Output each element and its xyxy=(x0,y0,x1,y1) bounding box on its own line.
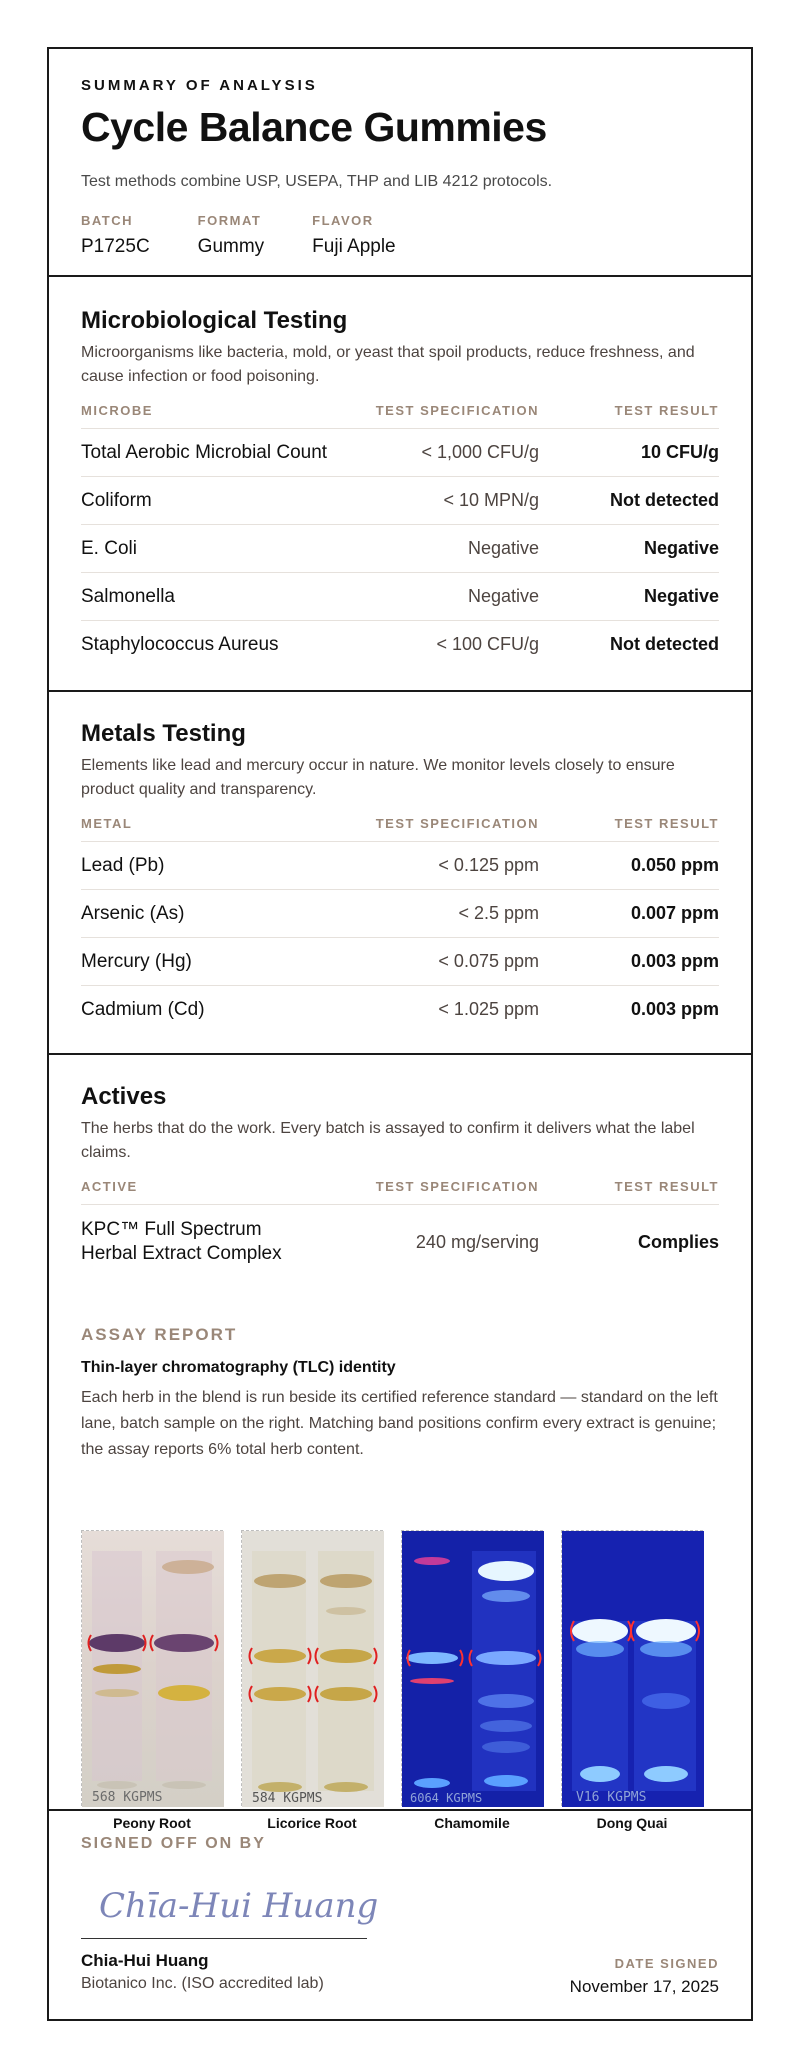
signature-text: Chīa-Hui Huang xyxy=(99,1886,379,1926)
row-name: Total Aerobic Microbial Count xyxy=(81,441,328,463)
eyebrow: SUMMARY OF ANALYSIS xyxy=(81,77,318,94)
table-header xyxy=(81,816,719,842)
row-spec: < 0.125 ppm xyxy=(438,855,539,875)
row-spec: < 2.5 ppm xyxy=(458,903,539,923)
row-result: 0.050 ppm xyxy=(630,855,719,875)
signoff-label: SIGNED OFF ON BY xyxy=(81,1835,266,1852)
row-name: Arsenic (As) xyxy=(81,902,185,924)
meta-batch xyxy=(81,213,150,258)
table-header xyxy=(81,1179,719,1205)
col-header: TEST SPECIFICATION xyxy=(375,816,539,831)
assay-label: ASSAY REPORT xyxy=(81,1325,238,1344)
table-row xyxy=(81,842,719,890)
plate-caption: Licorice Root xyxy=(267,1815,357,1831)
row-spec: 240 mg/serving xyxy=(415,1231,539,1252)
meta-format xyxy=(198,213,265,258)
row-result: Complies xyxy=(637,1231,719,1252)
plate-text: 568 KGPMS xyxy=(92,1790,163,1805)
intro-text: Test methods combine USP, USEPA, THP and LIB 4212 protocols. xyxy=(81,173,553,190)
table-row xyxy=(81,525,719,573)
row-spec: < 10 MPN/g xyxy=(443,490,539,510)
row-name: Salmonella xyxy=(81,585,175,607)
col-header: ACTIVE xyxy=(81,1179,138,1194)
divider xyxy=(49,275,751,277)
actives-section xyxy=(49,1083,751,1279)
section-desc: The herbs that do the work. Every batch is assayed to confirm it delivers what the label claims. xyxy=(81,1120,695,1161)
row-spec: Negative xyxy=(467,586,539,606)
row-name: Coliform xyxy=(81,489,152,511)
table-row xyxy=(81,986,719,1033)
plate-caption: Peony Root xyxy=(113,1815,191,1831)
meta-value: Fuji Apple xyxy=(312,236,396,257)
col-header: TEST RESULT xyxy=(614,403,719,418)
section-title: Metals Testing xyxy=(81,720,246,747)
micro-section xyxy=(49,307,751,668)
row-name: Staphylococcus Aureus xyxy=(81,633,279,655)
assay-title: Thin-layer chromatography (TLC) identity xyxy=(81,1359,396,1376)
assay-section xyxy=(49,1325,751,1463)
section-desc: Microorganisms like bacteria, mold, or yeast that spoil products, reduce freshness, and cause infection or food poisoning. xyxy=(81,344,695,385)
meta-label: BATCH xyxy=(81,213,134,228)
table-row xyxy=(81,621,719,668)
date-label: DATE SIGNED xyxy=(614,1956,719,1971)
row-result: 0.003 ppm xyxy=(630,999,719,1019)
signer-block xyxy=(81,1951,324,1993)
row-spec: < 0.075 ppm xyxy=(438,951,539,971)
section-title: Actives xyxy=(81,1083,167,1110)
header-section xyxy=(49,77,751,258)
plate-caption: Dong Quai xyxy=(596,1815,668,1831)
table-row xyxy=(81,477,719,525)
page-title: Cycle Balance Gummies xyxy=(81,104,547,150)
row-spec: < 100 CFU/g xyxy=(436,634,539,654)
table-row xyxy=(81,573,719,621)
plate-text: 584 KGPMS xyxy=(252,1791,323,1806)
plate-caption: Chamomile xyxy=(434,1815,510,1831)
row-result: 0.007 ppm xyxy=(630,903,719,923)
signature-line xyxy=(81,1938,367,1939)
tlc-plate-licorice xyxy=(241,1530,383,1806)
divider xyxy=(49,1053,751,1055)
row-spec: Negative xyxy=(467,538,539,558)
table-row xyxy=(81,1205,719,1279)
table-row xyxy=(81,890,719,938)
table-row xyxy=(81,938,719,986)
row-name: KPC™ Full Spectrum Herbal Extract Complex xyxy=(81,1219,282,1264)
metals-section xyxy=(49,720,751,1033)
tlc-plate-peony xyxy=(81,1530,223,1806)
col-header: TEST RESULT xyxy=(614,816,719,831)
section-desc: Elements like lead and mercury occur in nature. We monitor levels closely to ensure product quality and transparency. xyxy=(81,757,675,798)
row-result: Negative xyxy=(643,586,719,606)
tlc-plate-dong-quai xyxy=(561,1530,703,1806)
table-header xyxy=(81,403,719,429)
col-header: METAL xyxy=(81,816,133,831)
date-value: November 17, 2025 xyxy=(569,1977,719,1996)
plate-text: 6064 KGPMS xyxy=(410,1791,483,1805)
meta-row xyxy=(81,213,719,258)
plate-text: V16 KGPMS xyxy=(576,1790,647,1805)
divider xyxy=(49,690,751,692)
col-header: TEST SPECIFICATION xyxy=(375,403,539,418)
tlc-plate-chamomile xyxy=(401,1530,543,1806)
meta-label: FORMAT xyxy=(197,213,262,228)
row-result: Negative xyxy=(643,538,719,558)
row-result: 10 CFU/g xyxy=(640,442,719,462)
col-header: TEST RESULT xyxy=(614,1179,719,1194)
signer-name: Chia-Hui Huang xyxy=(81,1951,209,1970)
signature xyxy=(99,1869,379,1944)
assay-desc: Each herb in the blend is run beside its certified reference standard — standard on the left lane, batch sample on the right. Matching band positions confirm every extract is genuine; the assay reports 6% total herb content. xyxy=(81,1389,718,1458)
section-title: Microbiological Testing xyxy=(81,307,348,334)
row-result: Not detected xyxy=(609,634,719,654)
signer-org: Biotanico Inc. (ISO accredited lab) xyxy=(81,1975,324,1992)
row-spec: < 1.025 ppm xyxy=(438,999,539,1019)
meta-value: P1725C xyxy=(81,236,150,257)
col-header: TEST SPECIFICATION xyxy=(375,1179,539,1194)
row-result: Not detected xyxy=(609,490,719,510)
signoff-section xyxy=(49,1835,751,1853)
row-name: Cadmium (Cd) xyxy=(81,998,205,1020)
row-spec: < 1,000 CFU/g xyxy=(421,442,539,462)
meta-value: Gummy xyxy=(197,236,265,257)
divider xyxy=(49,1809,751,1811)
row-result: 0.003 ppm xyxy=(630,951,719,971)
row-name: Lead (Pb) xyxy=(81,854,165,876)
table-row xyxy=(81,429,719,477)
meta-flavor xyxy=(312,213,395,258)
signature-graphic xyxy=(99,1869,379,1939)
col-header: MICROBE xyxy=(81,403,153,418)
tlc-plates xyxy=(81,1530,721,1830)
certificate-card xyxy=(47,47,753,2021)
row-name: E. Coli xyxy=(81,537,137,559)
meta-label: FLAVOR xyxy=(312,213,374,228)
row-name: Mercury (Hg) xyxy=(81,950,192,972)
date-block xyxy=(570,1956,719,1997)
